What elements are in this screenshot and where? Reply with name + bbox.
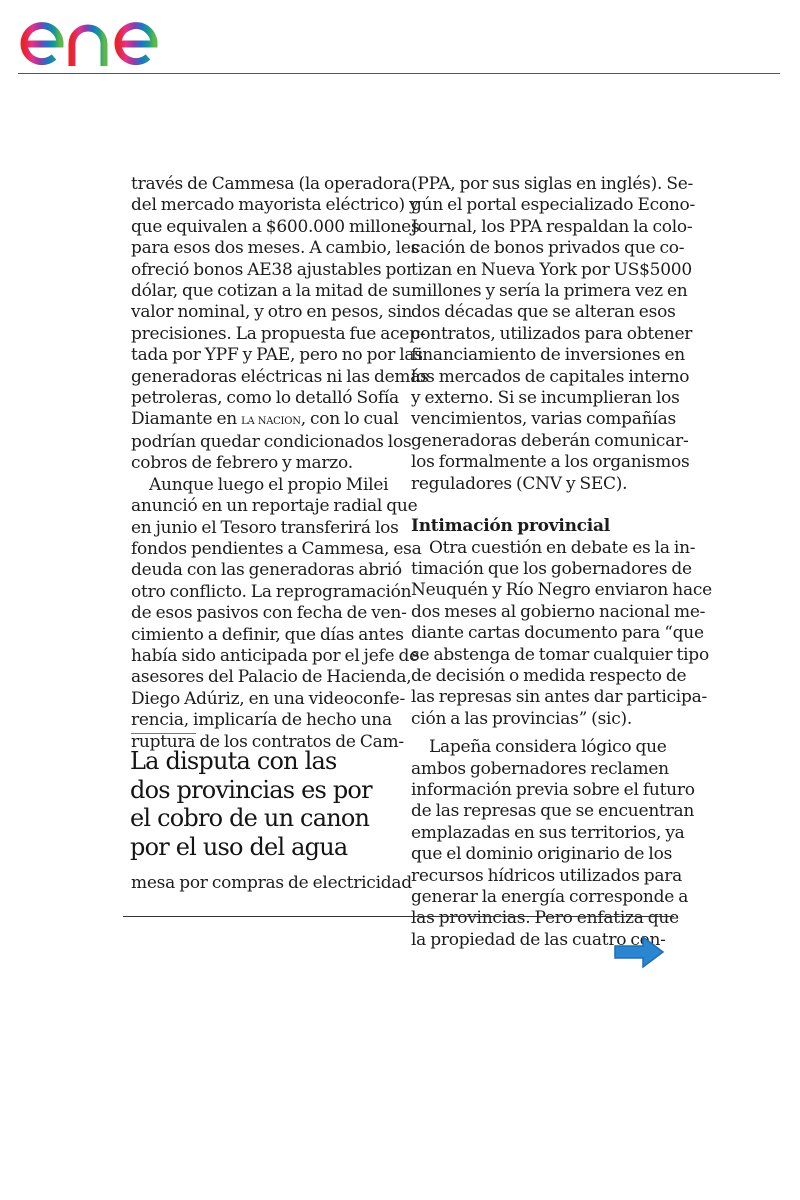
text-line: deuda con las generadoras abrió [131,560,402,581]
text-line: dólar, que cotizan a la mitad de su [131,281,412,302]
article-column-right [411,174,712,951]
pullquote-divider [131,733,196,734]
text-line: millones y sería la primera vez en [411,281,688,302]
section-subheading: Intimación provincial [411,516,610,537]
text-line: tada por YPF y PAE, pero no por las [131,345,423,366]
header-divider [18,73,780,74]
enel-logo-mark [18,4,193,72]
text-line: mesa por compras de electricidad [131,873,412,893]
text-line: generar la energía corresponde a [411,887,689,907]
text-line: de las represas que se encuentran [411,801,695,822]
text-line: las represas sin antes dar participa- [411,687,707,708]
text-line: se abstenga de tomar cualquier tipo [411,644,709,665]
text-run: Diamante en [131,409,237,430]
pullquote-line: La disputa con las [130,747,337,775]
text-line: había sido anticipada por el jefe de [131,645,419,666]
text-line: la propiedad de las cuatro cen- [411,929,666,950]
text-line: ruptura de los contratos de Cam- [131,731,404,752]
text-line: reguladores (CNV y SEC). [411,473,628,494]
text-line: través de Cammesa (la operadora [131,174,411,194]
text-line: generadoras eléctricas ni las demás [131,366,429,387]
text-line: Aunque luego el propio Milei [149,474,389,495]
text-line: (PPA, por sus siglas en inglés). Se- [411,174,694,194]
text-line: gún el portal especializado Econo- [411,195,696,216]
enel-logo [18,4,193,72]
pullquote-line: dos provincias es por [130,775,372,804]
text-line: y externo. Si se incumplieran los [411,388,680,409]
text-line: valor nominal, y otro en pesos, sin [131,302,413,323]
text-line: podrían quedar condicionados los [131,431,412,452]
next-page-button[interactable] [613,935,665,969]
footer-divider [123,916,674,917]
text-line: anunció en un reportaje radial que [131,496,418,517]
text-line: timación que los gobernadores de [411,558,692,579]
text-line: en junio el Tesoro transferirá los [131,517,399,538]
text-line: de esos pasivos con fecha de ven- [131,603,407,624]
paragraph-gap [411,730,667,737]
text-line: contratos, utilizados para obtener [411,323,693,344]
pullquote [130,747,380,861]
pullquote-line: por el uso del agua [130,832,348,861]
text-line: los formalmente a los organismos [411,452,690,473]
pullquote-line: el cobro de un canon [130,804,370,832]
text-line: Lapeña considera lógico que [429,737,667,758]
text-line: Diego Adúriz, en una videoconfe- [131,688,405,709]
text-line: las provincias. Pero enfatiza que [411,908,679,929]
text-line: que el dominio originario de los [411,844,673,865]
text-line: ambos gobernadores reclamen [411,758,669,779]
text-line: cobros de febrero y marzo. [131,453,353,474]
text-line: los mercados de capitales interno [411,366,690,387]
text-line: emplazadas en sus territorios, ya [411,822,685,843]
text-line: Journal, los PPA respaldan la colo- [411,216,693,237]
text-line: del mercado mayorista eléctrico) y [131,195,419,216]
text-line: para esos dos meses. A cambio, les [131,238,420,259]
text-line: cimiento a definir, que días antes [131,624,404,645]
text-line: precisiones. La propuesta fue acep- [131,323,426,344]
text-line: de decisión o medida respecto de [411,665,687,686]
text-line: diante cartas documento para “que [411,623,704,644]
publication-name: la nacion [241,412,301,429]
article-column-left-tail [131,873,412,894]
text-line: petroleras, como lo detalló Sofía [131,388,399,409]
text-line: rencia, implicaría de hecho una [131,710,392,731]
text-line: dos décadas que se alteran esos [411,302,676,323]
text-line: dos meses al gobierno nacional me- [411,601,706,622]
text-line: financiamiento de inversiones en [411,345,685,366]
text-line: ción a las provincias” (sic). [411,708,633,729]
text-line: otro conflicto. La reprogramación [131,581,412,602]
text-line: tizan en Nueva York por US$5000 [411,259,692,280]
text-run: , con lo cual [300,409,399,430]
text-line: generadoras deberán comunicar- [411,430,689,451]
text-line: recursos hídricos utilizados para [411,865,683,886]
text-line: cación de bonos privados que co- [411,238,685,259]
text-line: ofreció bonos AE38 ajustables por [131,259,415,280]
text-line: vencimientos, varias compañías [411,409,676,430]
text-line [131,409,399,431]
arrow-right-icon [613,935,665,969]
text-line: fondos pendientes a Cammesa, esa [131,538,422,559]
text-line: asesores del Palacio de Hacienda, [131,667,412,688]
text-line: Neuquén y Río Negro enviaron hace [411,580,712,601]
article-column-left [131,174,429,753]
text-line: información previa sobre el futuro [411,779,695,800]
text-line: que equivalen a $600.000 millones [131,216,420,237]
text-line: Otra cuestión en debate es la in- [429,537,696,558]
